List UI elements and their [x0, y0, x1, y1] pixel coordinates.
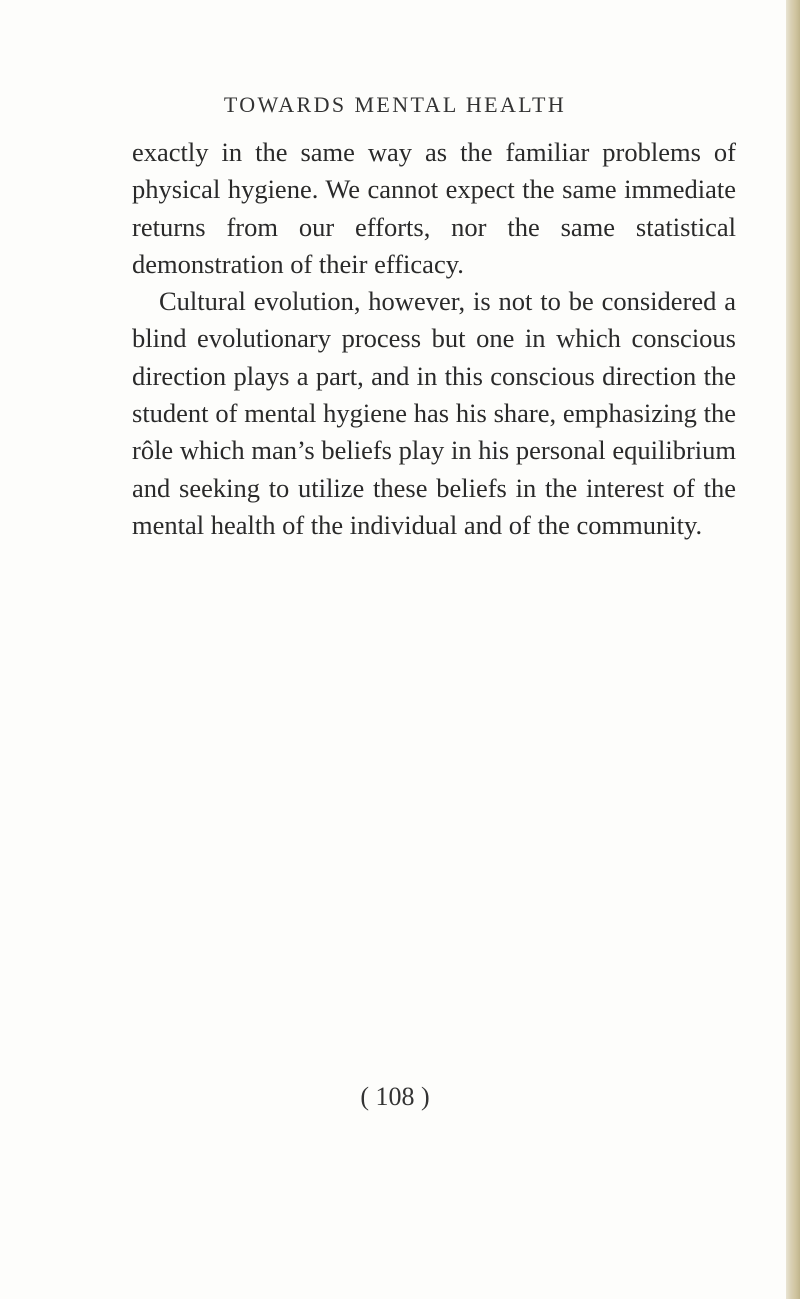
page-number: ( 108 ) — [360, 1082, 430, 1111]
running-head: TOWARDS MENTAL HEALTH — [223, 92, 567, 117]
paragraph-cultural-evolution: Cultural evolution, however, is not to be considered a blind evolutionary process but one in which conscious direction plays a part, and in this conscious direction the student of mental hygiene has his share, emphasizing the rôle which man’s beliefs play in his personal equilibrium and seeking to utilize these beliefs in the interest of the mental health of the individual and of the community. — [132, 286, 736, 540]
paragraph-continued: exactly in the same way as the familiar problems of physical hygiene. We cannot expect the same immediate returns from our efforts, nor the same statistical demonstration of their efficacy. — [132, 137, 736, 279]
body-text — [132, 134, 736, 544]
